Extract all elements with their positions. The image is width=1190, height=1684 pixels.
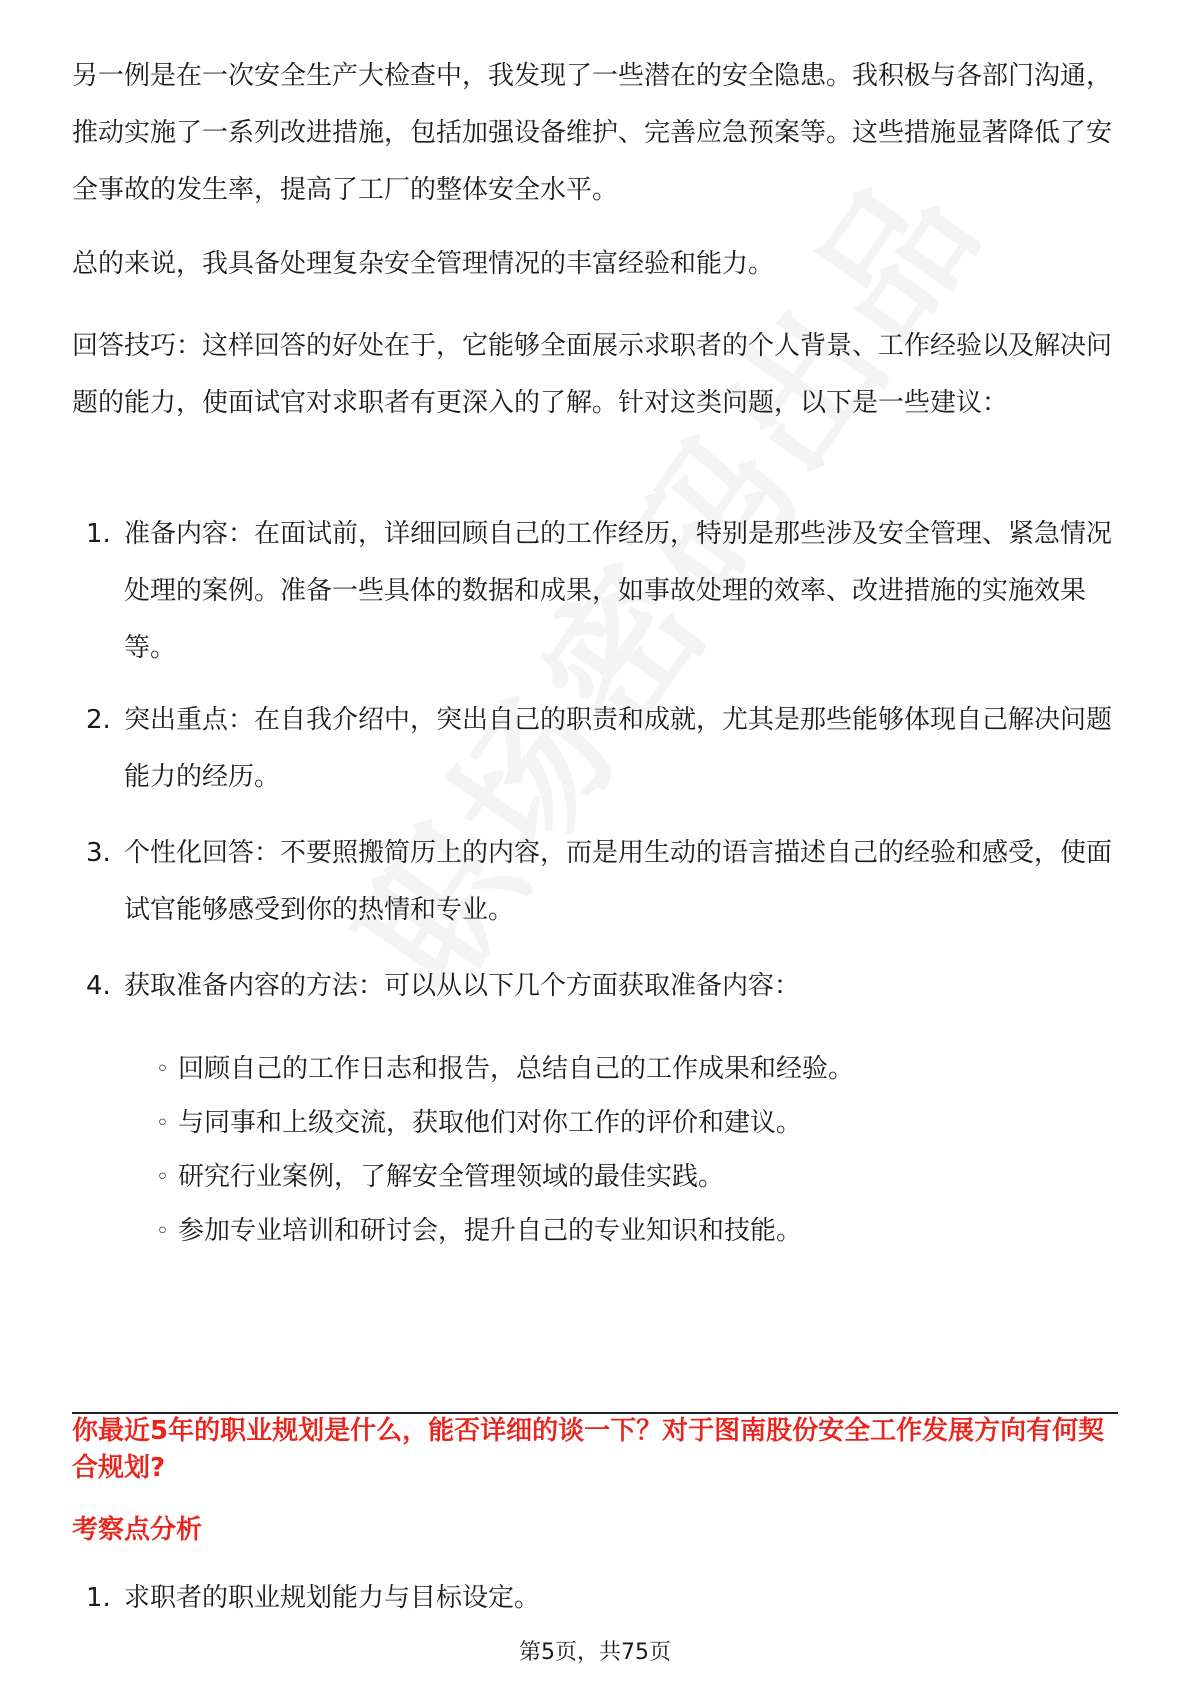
sub-list-item-text: 研究行业案例，了解安全管理领域的最佳实践。 <box>178 1162 725 1192</box>
paragraph-example: 另一例是在一次安全生产大检查中，我发现了一些潜在的安全隐患。我积极与各部门沟通，推动实施了一系列改进措施，包括加强设备维护、完善应急预案等。这些措施显著降低了安全事故的发生率，提高了工厂的整体安全水平。 <box>72 61 1113 205</box>
sub-list-item <box>156 1149 1116 1206</box>
bullet-icon: ◦ <box>156 1219 169 1244</box>
list-item <box>86 958 1118 1015</box>
list-item-text: 个性化回答：不要照搬简历上的内容，而是用生动的语言描述自己的经验和感受，使面试官能够感受到你的热情和专业。 <box>124 838 1113 925</box>
list-item <box>86 692 1118 806</box>
bullet-icon: ◦ <box>156 1111 169 1136</box>
list-item-text: 获取准备内容的方法：可以从以下几个方面获取准备内容： <box>124 971 801 1001</box>
sub-list-item-text: 参加专业培训和研讨会，提升自己的专业知识和技能。 <box>178 1216 803 1246</box>
list-number: 4. <box>86 971 111 1001</box>
paragraph-summary: 总的来说，我具备处理复杂安全管理情况的丰富经验和能力。 <box>72 249 775 279</box>
list-number: 1. <box>86 519 111 549</box>
sub-list-item-text: 与同事和上级交流，获取他们对你工作的评价和建议。 <box>178 1108 803 1138</box>
sub-list-item <box>156 1095 1116 1152</box>
list-item <box>86 506 1118 677</box>
list-item <box>86 1570 1118 1627</box>
bullet-icon: ◦ <box>156 1165 169 1190</box>
sub-list-item <box>156 1041 1116 1098</box>
list-number: 3. <box>86 838 111 868</box>
interview-question-heading: 你最近5年的职业规划是什么，能否详细的谈一下？对于图南股份安全工作发展方向有何契合规划? <box>72 1416 1105 1483</box>
page-number-footer: 第5页，共75页 <box>519 1640 671 1665</box>
list-number: 1. <box>86 1583 111 1613</box>
list-item-text: 突出重点：在自我介绍中，突出自己的职责和成就，尤其是那些能够体现自己解决问题能力的经历。 <box>124 705 1113 792</box>
list-item <box>86 825 1118 939</box>
list-item-text: 求职者的职业规划能力与目标设定。 <box>124 1583 541 1613</box>
list-item-text: 准备内容：在面试前，详细回顾自己的工作经历，特别是那些涉及安全管理、紧急情况处理的案例。准备一些具体的数据和成果，如事故处理的效率、改进措施的实施效果等。 <box>124 519 1113 663</box>
paragraph-answer-tips: 回答技巧：这样回答的好处在于，它能够全面展示求职者的个人背景、工作经验以及解决问题的能力，使面试官对求职者有更深入的了解。针对这类问题，以下是一些建议： <box>72 331 1113 418</box>
bullet-icon: ◦ <box>156 1057 169 1082</box>
list-number: 2. <box>86 705 111 735</box>
document-page <box>72 0 1118 1684</box>
sub-list-item-text: 回顾自己的工作日志和报告，总结自己的工作成果和经验。 <box>178 1054 855 1084</box>
sub-list-item <box>156 1203 1116 1260</box>
section-heading: 考察点分析 <box>72 1515 203 1545</box>
